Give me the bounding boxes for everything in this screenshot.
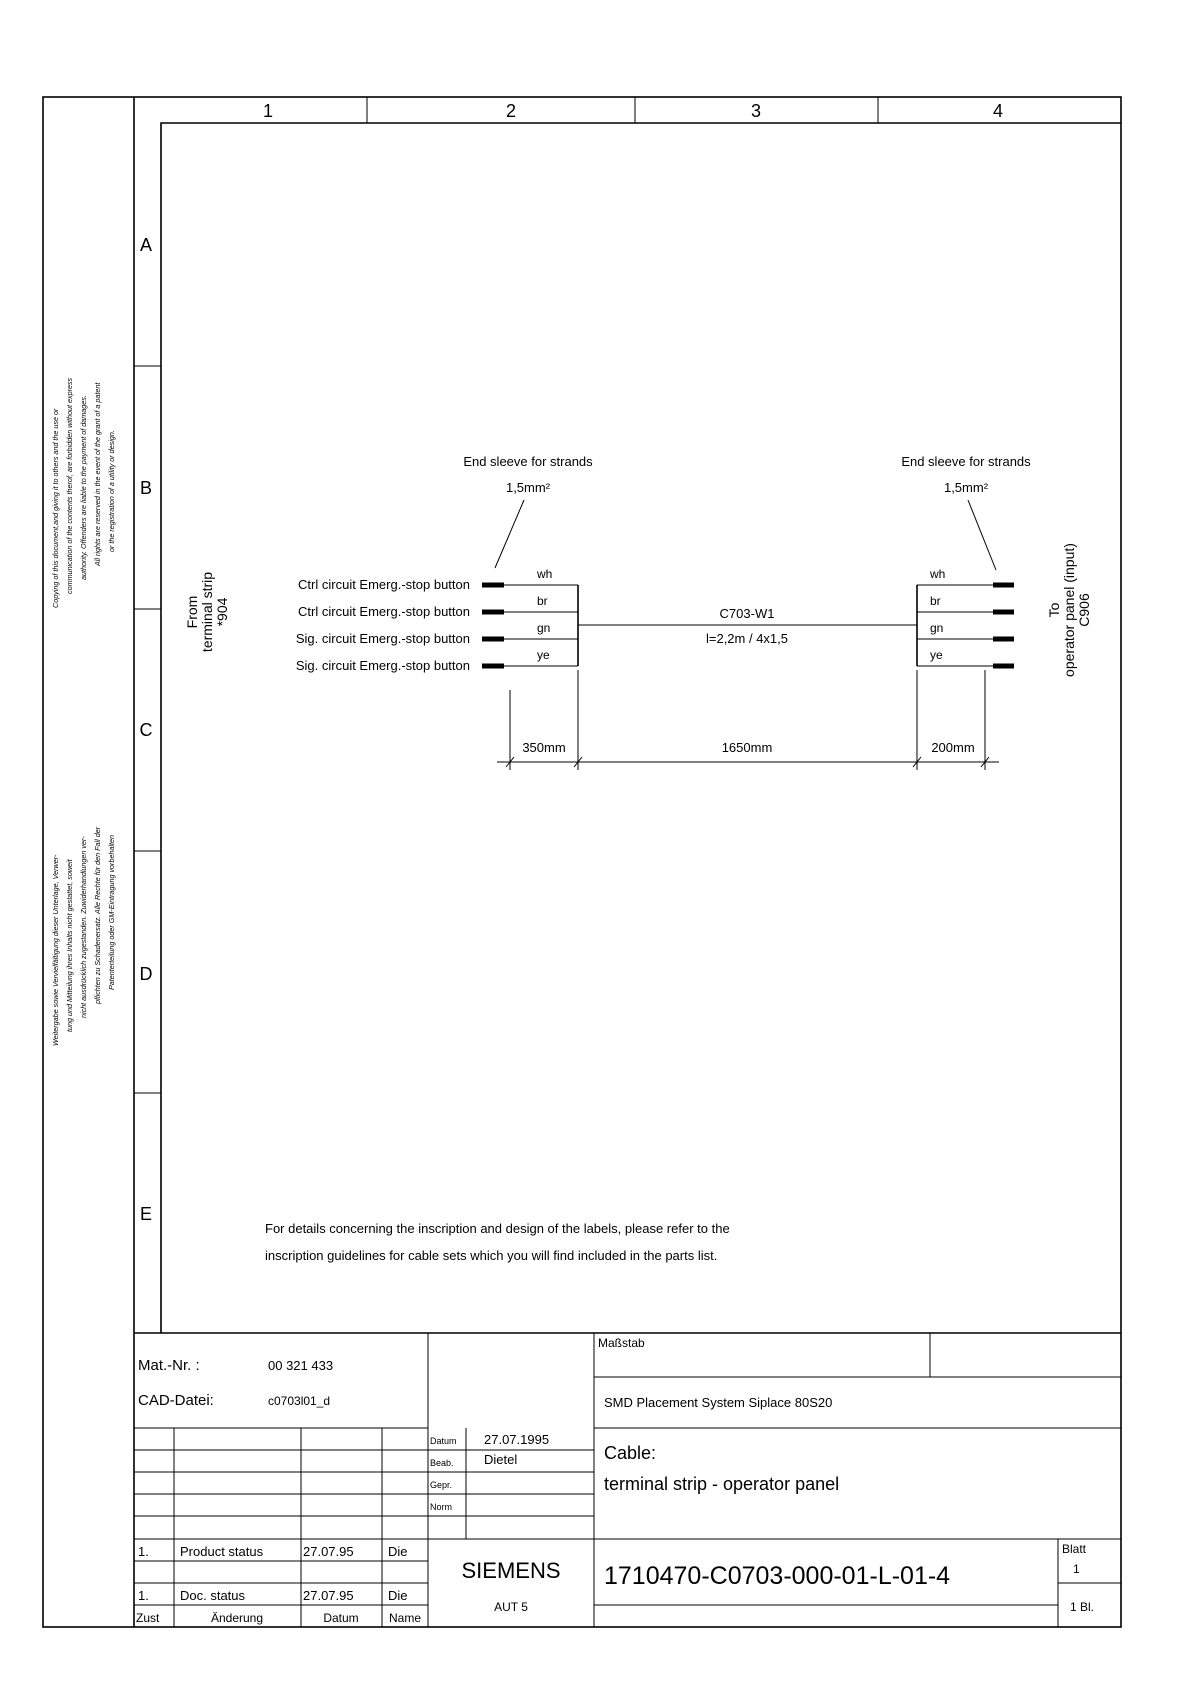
signal-label: Ctrl circuit Emerg.-stop button <box>298 604 470 619</box>
left-sleeve-leader <box>495 500 524 568</box>
dimension-left: 350mm <box>522 740 566 755</box>
signal-label: Sig. circuit Emerg.-stop button <box>295 658 470 673</box>
cable-subtitle: terminal strip - operator panel <box>604 1474 840 1494</box>
svg-text:pflichten zu Schadenersatz. Al: pflichten zu Schadenersatz. Alle Rechte für den Fall der <box>93 826 102 1004</box>
scale-label: Maßstab <box>598 1336 645 1350</box>
wire-color-right: ye <box>930 648 943 662</box>
col-header-datum: Datum <box>323 1611 359 1625</box>
svg-text:*904: *904 <box>214 597 230 627</box>
cable-title: Cable: <box>604 1443 657 1463</box>
copyright-note-en <box>51 377 116 608</box>
svg-text:All rights are reserved in the: All rights are reserved in the event of the grant of a patent <box>93 382 102 566</box>
right-sleeve-label: End sleeve for strands <box>901 454 1031 469</box>
left-wire-bundle <box>482 585 578 666</box>
cad-file-value: c0703l01_d <box>268 1394 331 1408</box>
row-label: B <box>139 478 153 498</box>
rev1-text: Product status <box>180 1544 264 1559</box>
drawing-number: 1710470-C0703-000-01-L-01-4 <box>604 1562 951 1590</box>
beab-label: Beab. <box>430 1458 454 1468</box>
svg-text:or the registration of a utili: or the registration of a utility or design. <box>107 430 116 552</box>
dimension-middle: 1650mm <box>721 740 773 755</box>
svg-text:communication of the contents: communication of the contents therof, are forbidden without express <box>65 377 74 594</box>
cable-spec: l=2,2m / 4x1,5 <box>705 631 789 646</box>
dimension-lines <box>497 670 999 770</box>
sheet-label: Blatt <box>1062 1542 1087 1556</box>
dimension-right: 200mm <box>931 740 975 755</box>
note-line-1: For details concerning the inscription and design of the labels, please refer to the <box>265 1221 730 1236</box>
right-sleeve-leader <box>968 500 996 570</box>
copyright-note-de <box>51 826 116 1046</box>
svg-text:nicht ausdrücklich zugestanden: nicht ausdrücklich zugestanden. Zuwiderhandlungen ver- <box>79 836 88 1018</box>
svg-text:From: From <box>184 595 200 629</box>
svg-text:Weitergabe sowie Vervielfältig: Weitergabe sowie Vervielfältigung dieser Unterlage, Verwer- <box>51 854 60 1046</box>
note-line-2: inscription guidelines for cable sets which you will find included in the parts list. <box>265 1248 718 1263</box>
sheet-number: 1 <box>1073 1562 1080 1576</box>
wire-color-left: wh <box>537 567 553 581</box>
wire-color-left: ye <box>537 648 550 662</box>
cable-id: C703-W1 <box>719 606 775 621</box>
row-label: C <box>139 720 153 740</box>
sheet-total: 1 Bl. <box>1070 1600 1095 1614</box>
gepr-label: Gepr. <box>430 1480 453 1490</box>
datum-label: Datum <box>430 1436 457 1446</box>
column-label: 2 <box>505 101 517 121</box>
col-header-aenderung: Änderung <box>210 1611 264 1625</box>
wire-color-right: gn <box>930 621 944 635</box>
rev2-text: Doc. status <box>180 1588 246 1603</box>
beab-value: Dietel <box>484 1452 518 1467</box>
department: AUT 5 <box>494 1600 528 1614</box>
svg-text:authority. Offenders are liabl: authority. Offenders are liable to the payment of damages. <box>79 395 88 580</box>
col-header-zust: Zust <box>136 1611 160 1625</box>
svg-text:tung und Mitteilung ihres Inha: tung und Mitteilung ihres Inhalts nicht gestattet, soweit <box>65 859 74 1032</box>
mat-nr-label: Mat.-Nr. : <box>138 1357 200 1374</box>
svg-text:To: To <box>1046 602 1062 618</box>
rev2-name: Die <box>388 1588 408 1603</box>
wire-color-left: gn <box>537 621 551 635</box>
row-label: A <box>139 235 153 255</box>
col-header-name: Name <box>388 1611 422 1625</box>
column-label: 3 <box>750 101 762 121</box>
system-name: SMD Placement System Siplace 80S20 <box>604 1395 833 1410</box>
rev2-zust: 1. <box>138 1588 149 1603</box>
svg-text:Patenterteilung oder GM-Eintra: Patenterteilung oder GM-Eintragung vorbehalten <box>107 834 116 990</box>
svg-text:C906: C906 <box>1076 593 1092 627</box>
to-label <box>1046 543 1092 677</box>
right-sleeve-size: 1,5mm² <box>943 480 989 495</box>
from-label <box>184 572 230 652</box>
signal-label: Sig. circuit Emerg.-stop button <box>295 631 470 646</box>
svg-text:terminal strip: terminal strip <box>199 571 215 653</box>
wire-color-right: wh <box>930 567 946 581</box>
row-label: D <box>139 964 153 984</box>
rev2-date: 27.07.95 <box>303 1588 354 1603</box>
svg-text:operator panel (input): operator panel (input) <box>1061 543 1077 677</box>
left-sleeve-size: 1,5mm² <box>505 480 551 495</box>
svg-text:Copying of this document,and g: Copying of this document,and giving it to others and the use or <box>51 408 60 608</box>
mat-nr-value: 00 321 433 <box>268 1358 334 1373</box>
cad-file-label: CAD-Datei: <box>138 1392 214 1409</box>
rev1-name: Die <box>388 1544 408 1559</box>
rev1-zust: 1. <box>138 1544 149 1559</box>
wire-color-right: br <box>930 594 941 608</box>
datum-value: 27.07.1995 <box>484 1432 550 1447</box>
company-logo-text: SIEMENS <box>461 1558 561 1583</box>
rev1-date: 27.07.95 <box>303 1544 354 1559</box>
column-label: 1 <box>262 101 274 121</box>
wire-color-left: br <box>537 594 548 608</box>
column-label: 4 <box>992 101 1004 121</box>
row-label: E <box>139 1204 153 1224</box>
signal-label: Ctrl circuit Emerg.-stop button <box>298 577 470 592</box>
left-sleeve-label: End sleeve for strands <box>463 454 593 469</box>
drawing-area-border <box>161 123 1121 1333</box>
norm-label: Norm <box>430 1502 452 1512</box>
